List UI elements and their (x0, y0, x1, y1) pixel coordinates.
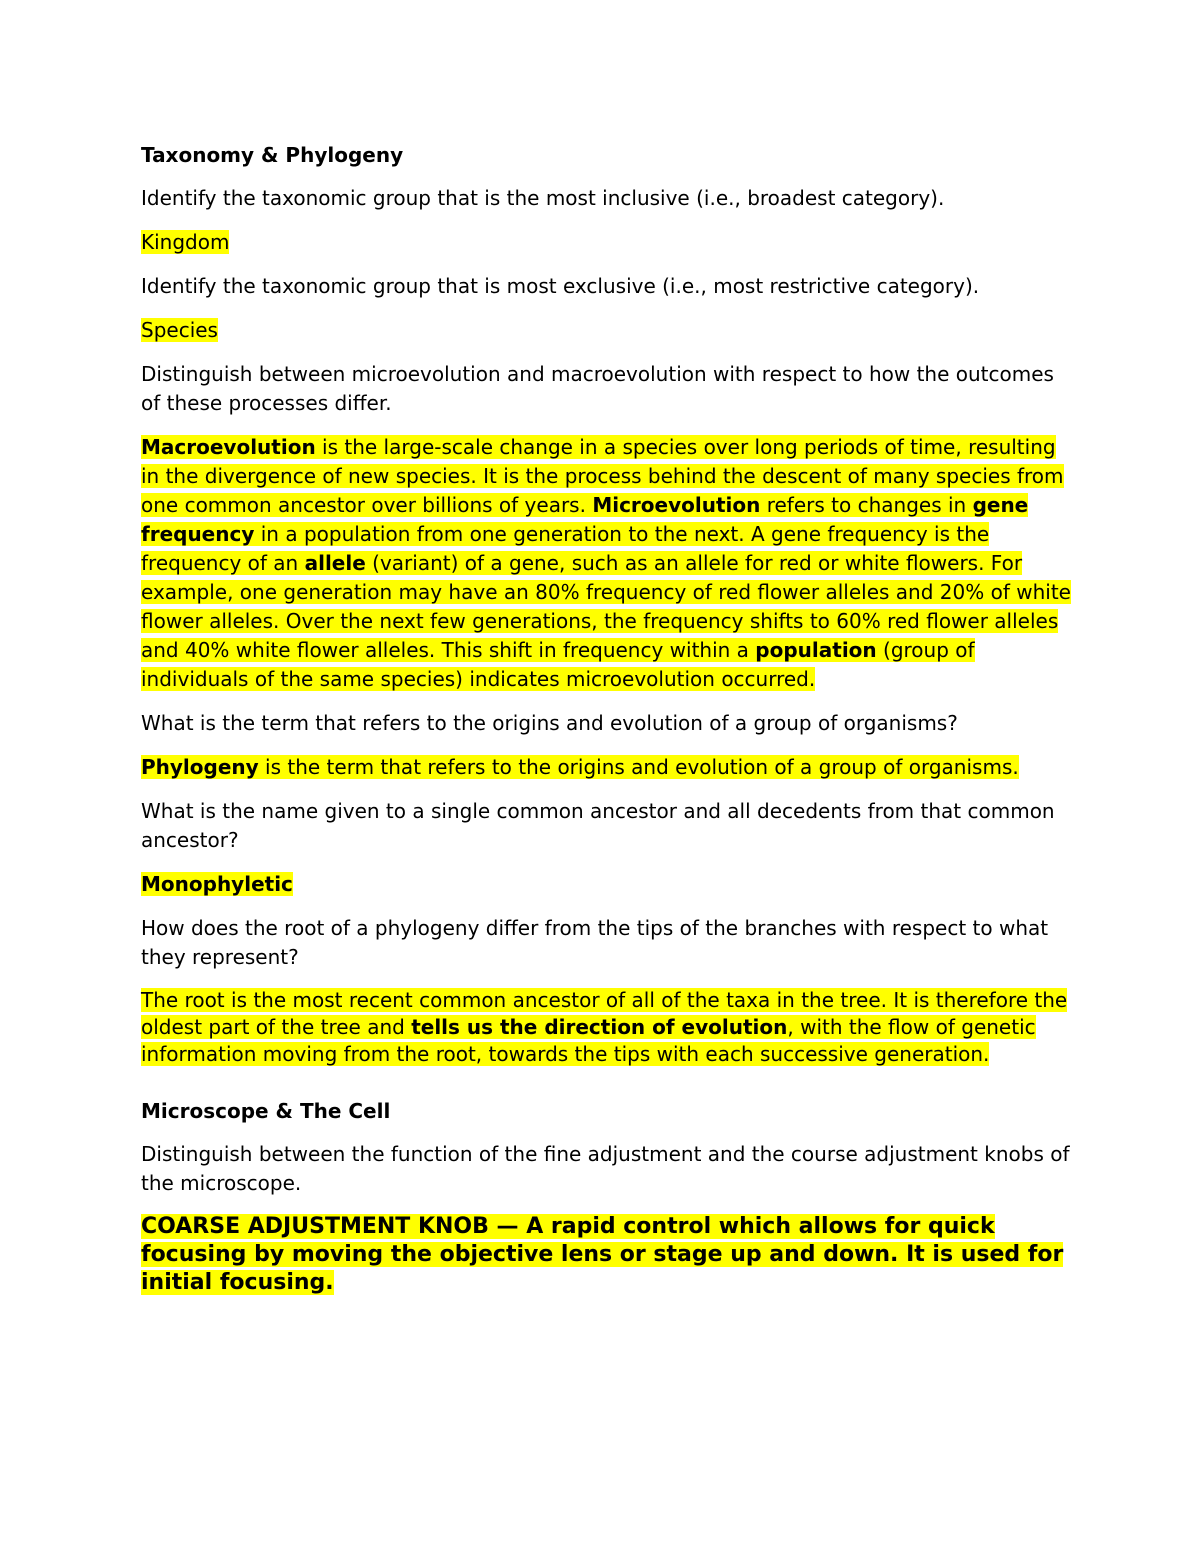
answer-text-part: (group of individuals of the same species) indicates microevolution occurred. (141, 638, 975, 691)
term-phylogeny: Phylogeny (141, 755, 259, 779)
term-population: population (755, 638, 877, 662)
section-heading-taxonomy: Taxonomy & Phylogeny (141, 143, 404, 167)
answer-monophyletic (141, 870, 1071, 899)
question-adjustment-knobs: Distinguish between the function of the fine adjustment and the course adjustment knobs of the microscope. (141, 1142, 1070, 1195)
question-micro-macro-evolution: Distinguish between microevolution and macroevolution with respect to how the outcomes of these processes differ. (141, 362, 1054, 415)
answer-coarse-adjustment-text: COARSE ADJUSTMENT KNOB — A rapid control which allows for quick focusing by moving the objective lens or stage up and down. It is used for initial focusing. (141, 1214, 1064, 1295)
answer-text-part: refers to changes in (760, 493, 973, 517)
term-direction-of-evolution: tells us the direction of evolution (411, 1015, 788, 1039)
term-gene-frequency: gene frequency (141, 493, 1029, 546)
term-macroevolution: Macroevolution (141, 435, 316, 459)
answer-coarse-adjustment (141, 1213, 1071, 1297)
answer-species (141, 316, 1071, 345)
answer-phylogeny (141, 753, 1071, 782)
term-allele: allele (304, 551, 366, 575)
answer-species-text: Species (141, 318, 218, 342)
answer-text-part: is the large-scale change in a species over long periods of time, resulting in the divergence of new species. It is the process behind the descent of many species from one common ancestor over billions of years. (141, 435, 1064, 517)
answer-kingdom-text: Kingdom (141, 230, 230, 254)
question-common-ancestor-group: What is the name given to a single common ancestor and all decedents from that common ancestor? (141, 799, 1055, 852)
answer-monophyletic-text: Monophyletic (141, 872, 293, 896)
question-root-vs-tips: How does the root of a phylogeny differ from the tips of the branches with respect to what they represent? (141, 916, 1049, 969)
question-most-exclusive: Identify the taxonomic group that is most exclusive (i.e., most restrictive category). (141, 274, 980, 298)
answer-text-part: (variant) of a gene, such as an allele for red or white flowers. For example, one generation may have an 80% frequency of red flower alleles and 20% of white flower alleles. Over the next few generations, the frequency shifts to 60% red flower alleles and 40% white flower alleles. This shift in frequency within a (141, 551, 1071, 662)
question-most-inclusive: Identify the taxonomic group that is the most inclusive (i.e., broadest category). (141, 186, 945, 210)
answer-kingdom (141, 228, 1071, 257)
answer-micro-macro-evolution (141, 433, 1071, 694)
answer-root-vs-tips (141, 987, 1071, 1068)
term-microevolution: Microevolution (592, 493, 761, 517)
answer-text-part: is the term that refers to the origins and evolution of a group of organisms. (258, 755, 1019, 779)
document-page (141, 140, 1071, 1312)
question-phylogeny-term: What is the term that refers to the origins and evolution of a group of organisms? (141, 711, 958, 735)
answer-text-part: in a population from one generation to the next. A gene frequency is the frequency of an (141, 522, 990, 575)
answer-text-part: , with the flow of genetic information moving from the root, towards the tips with each successive generation. (141, 1015, 1036, 1066)
section-heading-microscope: Microscope & The Cell (141, 1099, 391, 1123)
answer-text-part: The root is the most recent common ancestor of all of the taxa in the tree. It is therefore the oldest part of the tree and (141, 988, 1068, 1039)
